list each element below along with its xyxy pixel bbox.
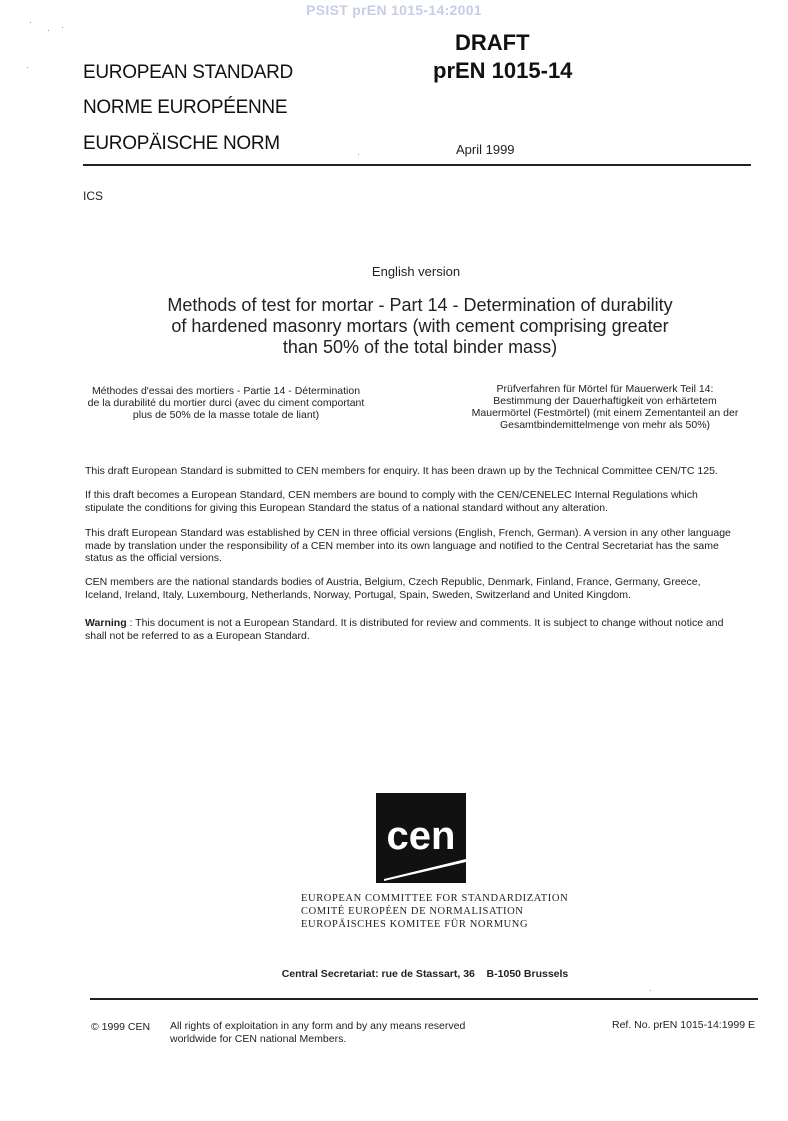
rights-statement bbox=[170, 1020, 465, 1046]
document-date: April 1999 bbox=[456, 142, 515, 157]
main-title-line: Methods of test for mortar - Part 14 - Determination of durability bbox=[167, 295, 673, 315]
paragraph-line: Iceland, Ireland, Italy, Luxembourg, Netherlands, Norway, Portugal, Spain, Sweden, Switzerland and United Kingdom. bbox=[85, 588, 631, 601]
main-title-line: of hardened masonry mortars (with cement comprising greater bbox=[171, 316, 669, 336]
title-german: EUROPÄISCHE NORM bbox=[83, 133, 280, 154]
french-title bbox=[76, 385, 376, 421]
paragraph-line: CEN members are the national standards bodies of Austria, Belgium, Czech Republic, Denmark, Finland, France, Germany, Greece, bbox=[85, 576, 701, 588]
cen-logo bbox=[376, 793, 466, 883]
french-title-line: Méthodes d'essai des mortiers - Partie 14 - Détermination bbox=[91, 385, 361, 397]
main-title-line: than 50% of the total binder mass) bbox=[282, 337, 558, 357]
paragraph-line: shall not be referred to as a European Standard. bbox=[85, 629, 310, 642]
paragraph-warning bbox=[85, 617, 760, 642]
watermark: PSIST prEN 1015-14:2001 bbox=[306, 2, 482, 18]
central-secretariat: Central Secretariat: rue de Stassart, 36 B-1050 Brussels bbox=[281, 968, 569, 980]
header-divider bbox=[83, 164, 751, 166]
title-french: NORME EUROPÉENNE bbox=[83, 97, 288, 118]
scan-speck bbox=[30, 22, 31, 23]
paragraph-line: This draft European Standard was established by CEN in three official versions (English, French, German). A version in any other language bbox=[85, 527, 731, 539]
rights-line: All rights of exploitation in any form and by any means reserved bbox=[170, 1020, 466, 1032]
scan-speck bbox=[48, 30, 49, 31]
organization-line: EUROPÄISCHES KOMITEE FÜR NORMUNG bbox=[301, 919, 529, 930]
main-title bbox=[120, 295, 720, 358]
copyright: © 1999 CEN bbox=[91, 1021, 151, 1033]
german-title-line: Mauermörtel (Festmörtel) (mit einem Zementanteil an der bbox=[471, 407, 739, 419]
paragraph-line: made by translation under the responsibility of a CEN member into its own language and notified to the Central Secretariat has the same bbox=[85, 539, 719, 552]
organization-names bbox=[301, 892, 568, 931]
german-title-line: Bestimmung der Dauerhaftigkeit von erhärtetem bbox=[493, 395, 717, 407]
standard-number: prEN 1015-14 bbox=[433, 58, 573, 83]
footer-divider bbox=[90, 998, 758, 1000]
paragraph-versions bbox=[85, 527, 760, 565]
paragraph-line: If this draft becomes a European Standard, CEN members are bound to comply with the CEN/CENELEC Internal Regulations which bbox=[85, 489, 698, 501]
draft-label: DRAFT bbox=[455, 30, 530, 55]
paragraph-line: stipulate the conditions for giving this European Standard the status of a national standard without any alteration. bbox=[85, 501, 609, 514]
french-title-line: de la durabilité du mortier durci (avec du ciment comportant bbox=[87, 397, 365, 409]
paragraph-line: status as the official versions. bbox=[85, 552, 222, 564]
reference-number: Ref. No. prEN 1015-14:1999 E bbox=[612, 1019, 756, 1031]
organization-line: EUROPEAN COMMITTEE FOR STANDARDIZATION bbox=[301, 893, 569, 904]
warning-label: Warning bbox=[85, 617, 127, 629]
german-title bbox=[440, 383, 770, 431]
scan-speck bbox=[27, 67, 28, 68]
scan-speck bbox=[650, 990, 651, 991]
paragraph-members bbox=[85, 576, 760, 601]
version-label: English version bbox=[371, 264, 461, 279]
paragraph-line: : This document is not a European Standard. It is distributed for review and comments. It is subject to change without notice and bbox=[126, 617, 724, 629]
german-title-line: Prüfverfahren für Mörtel für Mauerwerk Teil 14: bbox=[496, 383, 714, 395]
scan-speck bbox=[358, 154, 359, 155]
ics-label: ICS bbox=[83, 189, 104, 203]
scan-speck bbox=[62, 27, 63, 28]
rights-line: worldwide for CEN national Members. bbox=[170, 1033, 347, 1045]
french-title-line: plus de 50% de la masse totale de liant) bbox=[132, 409, 320, 421]
title-english: EUROPEAN STANDARD bbox=[83, 62, 293, 83]
cen-logo-text: cen bbox=[386, 814, 456, 858]
organization-line: COMITÉ EUROPÉEN DE NORMALISATION bbox=[301, 906, 524, 917]
paragraph-line: This draft European Standard is submitted to CEN members for enquiry. It has been drawn up by the Technical Committee CEN/TC 125. bbox=[85, 465, 718, 477]
paragraph-regulations bbox=[85, 489, 760, 514]
paragraph-enquiry bbox=[85, 465, 760, 478]
german-title-line: Gesamtbindemittelmenge von mehr als 50%) bbox=[499, 419, 711, 431]
